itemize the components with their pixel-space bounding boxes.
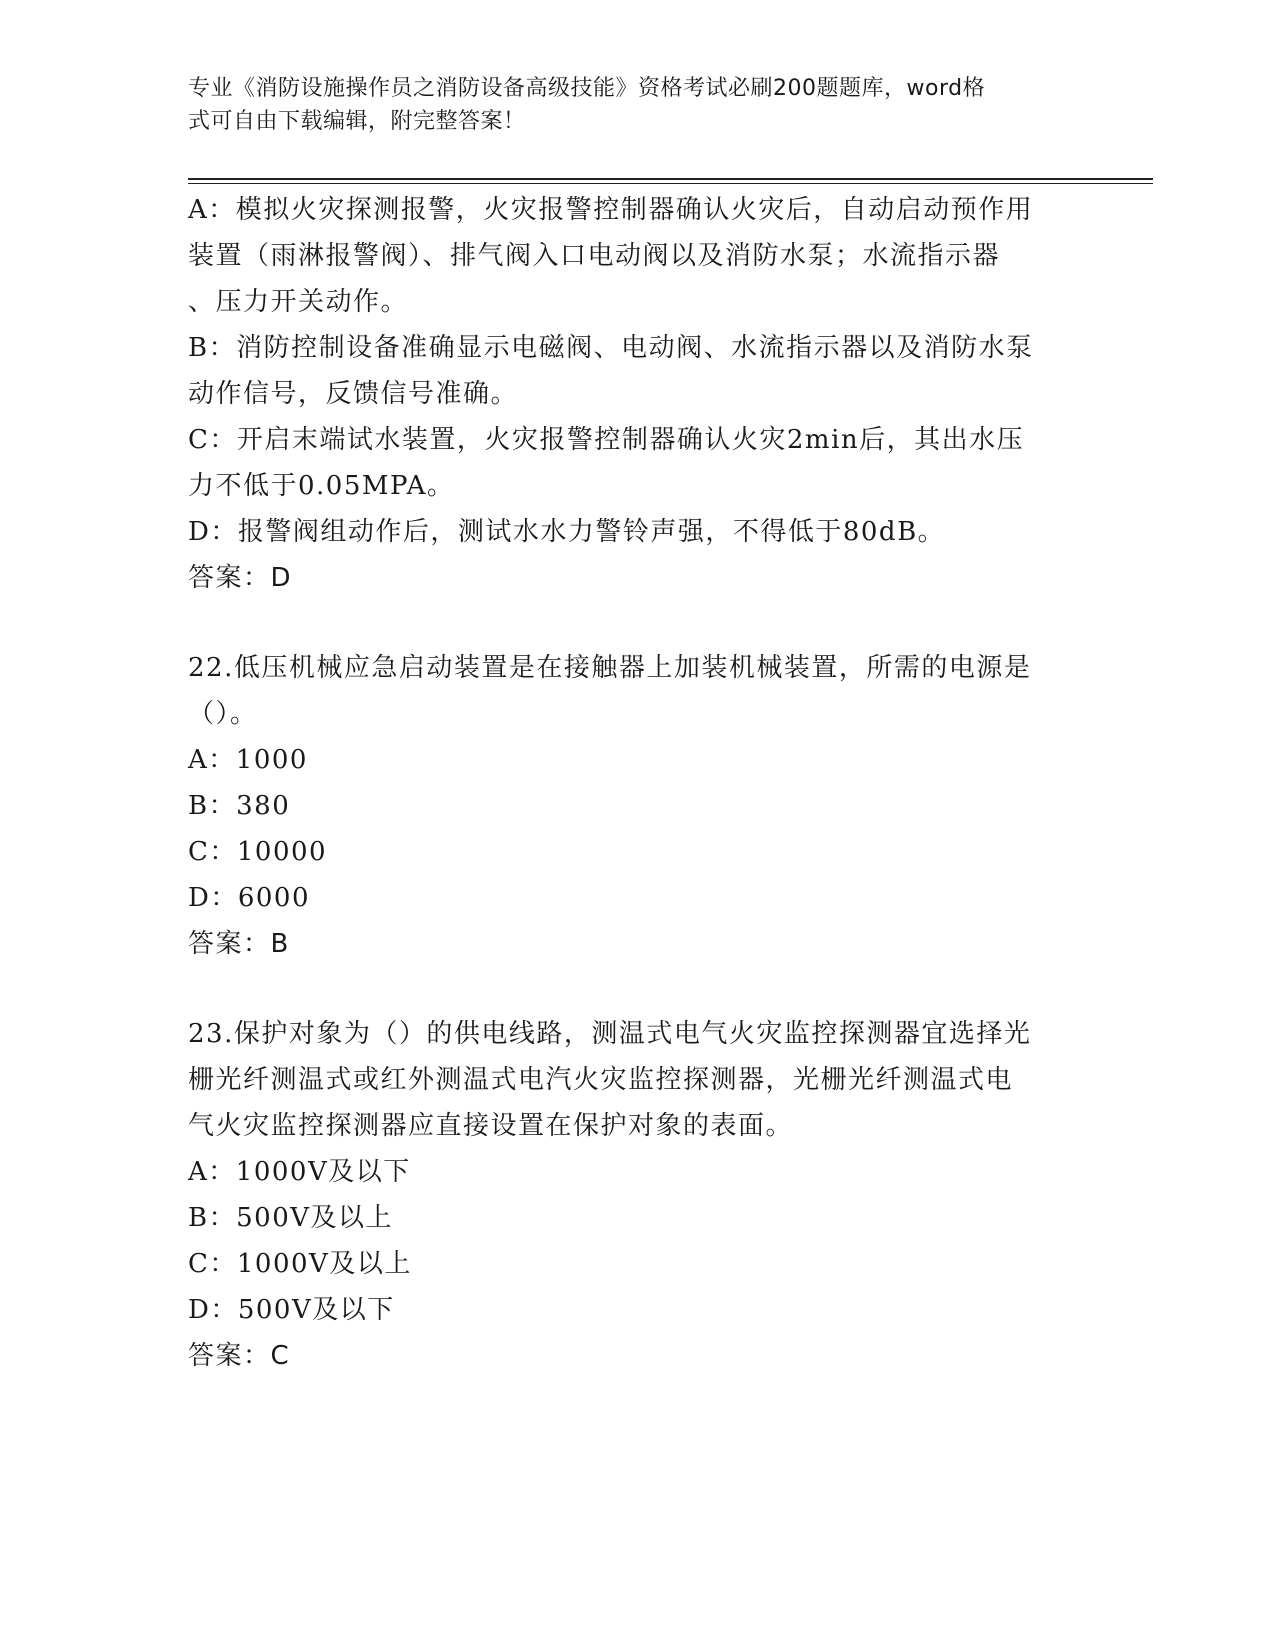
question-22-option-c: C：10000 — [188, 837, 328, 867]
question-22-option-b: B：380 — [188, 791, 291, 821]
option-b-line-1: B：消防控制设备准确显示电磁阀、电动阀、水流指示器以及消防水泵 — [188, 333, 1034, 363]
header-divider-thin — [188, 183, 1153, 184]
question-23-option-a: A：1000V及以下 — [188, 1157, 411, 1187]
question-22-stem-line-1: 22.低压机械应急启动装置是在接触器上加装机械装置，所需的电源是 — [188, 653, 1032, 683]
option-d: D：报警阀组动作后，测试水水力警铃声强，不得低于80dB。 — [188, 517, 946, 547]
option-b-line-2: 动作信号，反馈信号准确。 — [188, 379, 519, 409]
question-23-block — [188, 1011, 1088, 1379]
spacer — [188, 967, 1088, 1011]
document-header — [188, 72, 1068, 138]
option-a-line-1: A：模拟火灾探测报警，火灾报警控制器确认火灾后，自动启动预作用 — [188, 195, 1034, 225]
answer-label: 答案：D — [188, 563, 293, 593]
option-c-line-1: C：开启末端试水装置，火灾报警控制器确认火灾2min后，其出水压 — [188, 425, 1025, 455]
question-content — [188, 187, 1088, 1379]
option-a-line-3: 、压力开关动作。 — [188, 287, 409, 317]
question-22-block — [188, 645, 1088, 967]
question-22-answer: 答案：B — [188, 929, 290, 959]
spacer — [188, 601, 1088, 645]
header-line-1: 专业《消防设施操作员之消防设备高级技能》资格考试必刷200题题库，word格 — [188, 76, 986, 101]
question-23-answer: 答案：C — [188, 1341, 291, 1371]
question-22-stem-line-2: （）。 — [188, 699, 258, 729]
question-23-option-b: B：500V及以上 — [188, 1203, 394, 1233]
header-divider-thick — [188, 178, 1153, 180]
option-c-line-2: 力不低于0.05MPA。 — [188, 471, 455, 501]
question-23-stem-line-2: 栅光纤测温式或红外测温式电汽火灾监控探测器，光栅光纤测温式电 — [188, 1065, 1014, 1095]
question-22-option-a: A：1000 — [188, 745, 308, 775]
question-23-stem-line-1: 23.保护对象为（）的供电线路，测温式电气火灾监控探测器宜选择光 — [188, 1019, 1032, 1049]
question-22-option-d: D：6000 — [188, 883, 311, 913]
previous-question-block — [188, 187, 1088, 601]
header-line-2: 式可自由下载编辑，附完整答案！ — [188, 109, 526, 134]
option-a-line-2: 装置（雨淋报警阀）、排气阀入口电动阀以及消防水泵；水流指示器 — [188, 241, 1001, 271]
question-23-option-d: D：500V及以下 — [188, 1295, 395, 1325]
question-23-option-c: C：1000V及以上 — [188, 1249, 412, 1279]
question-23-stem-line-3: 气火灾监控探测器应直接设置在保护对象的表面。 — [188, 1111, 794, 1141]
